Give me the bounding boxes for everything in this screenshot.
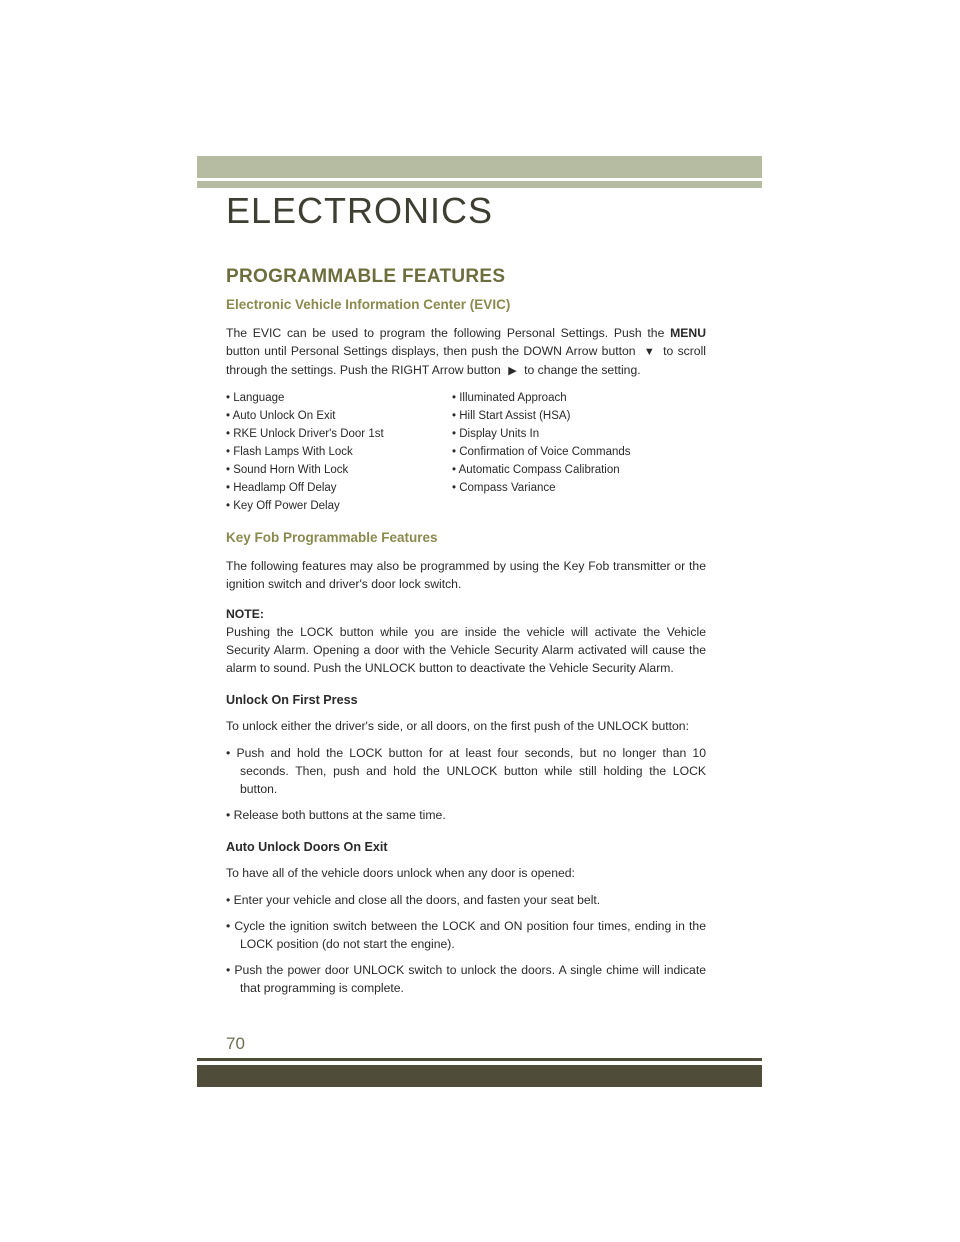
feature-list (226, 389, 706, 515)
keyfob-intro: The following features may also be programmed by using the Key Fob transmitter or the ignition switch and driver's door lock switch. (226, 559, 706, 591)
list-item: • Display Units In (452, 428, 540, 440)
header-band (197, 156, 762, 178)
evic-intro-part-2: button until Personal Settings displays, then push the DOWN Arrow button (226, 344, 636, 358)
list-item: • Confirmation of Voice Commands (452, 446, 631, 458)
header-rule (197, 181, 762, 188)
section-title: ELECTRONICS (226, 190, 494, 231)
right-arrow-icon: ▶ (508, 365, 517, 377)
page-content (226, 268, 706, 1005)
unlock-first-intro: To unlock either the driver's side, or all doors, on the first push of the UNLOCK button: (226, 719, 689, 733)
list-item: • Compass Variance (452, 482, 556, 494)
list-item: • Push the power door UNLOCK switch to unlock the doors. A single chime will indicate that programming is complete. (226, 963, 706, 995)
evic-heading: Electronic Vehicle Information Center (EVIC) (226, 297, 511, 312)
unlock-first-heading: Unlock On First Press (226, 693, 358, 707)
note-label: NOTE: (226, 607, 264, 621)
evic-intro-part-3: to scroll through the settings. Push the RIGHT Arrow button (226, 344, 707, 377)
list-item: • Language (226, 392, 285, 404)
feature-list-right (452, 389, 631, 515)
list-item: • Hill Start Assist (HSA) (452, 410, 571, 422)
list-item: • Headlamp Off Delay (226, 482, 337, 494)
unlock-first-steps (226, 744, 706, 824)
auto-unlock-heading: Auto Unlock Doors On Exit (226, 840, 388, 854)
list-item: • RKE Unlock Driver's Door 1st (226, 428, 384, 440)
page-heading: PROGRAMMABLE FEATURES (226, 266, 506, 287)
auto-unlock-intro: To have all of the vehicle doors unlock when any door is opened: (226, 866, 575, 880)
down-arrow-icon: ▼ (643, 346, 655, 358)
list-item: • Enter your vehicle and close all the doors, and fasten your seat belt. (226, 893, 601, 907)
list-item: • Auto Unlock On Exit (226, 410, 336, 422)
list-item: • Push and hold the LOCK button for at least four seconds, but no longer than 10 seconds. Then, push and hold the UNLOCK button while still holding the LOCK button. (226, 746, 706, 796)
feature-list-left (226, 389, 452, 515)
evic-intro (226, 324, 706, 380)
list-item: • Illuminated Approach (452, 392, 567, 404)
list-item: • Key Off Power Delay (226, 500, 340, 512)
footer-band (197, 1065, 762, 1087)
list-item: • Flash Lamps With Lock (226, 446, 353, 458)
evic-intro-part-4: to change the setting. (524, 363, 641, 377)
menu-button-label: MENU (670, 326, 706, 340)
page-number: 70 (226, 1034, 245, 1053)
list-item: • Sound Horn With Lock (226, 464, 349, 476)
evic-intro-part-1: The EVIC can be used to program the following Personal Settings. Push the (226, 326, 665, 340)
auto-unlock-steps (226, 891, 706, 997)
list-item: • Cycle the ignition switch between the LOCK and ON position four times, ending in the LOCK position (do not start the engine). (226, 919, 706, 951)
note-text: Pushing the LOCK button while you are inside the vehicle will activate the Vehicle Security Alarm. Opening a door with the Vehicle Security Alarm activated will cause the alarm to sound. Push the UNLOCK button to deactivate the Vehicle Security Alarm. (226, 625, 706, 675)
list-item: • Release both buttons at the same time. (226, 808, 446, 822)
list-item: • Automatic Compass Calibration (452, 464, 620, 476)
keyfob-heading: Key Fob Programmable Features (226, 530, 438, 545)
footer-rule (197, 1058, 762, 1061)
